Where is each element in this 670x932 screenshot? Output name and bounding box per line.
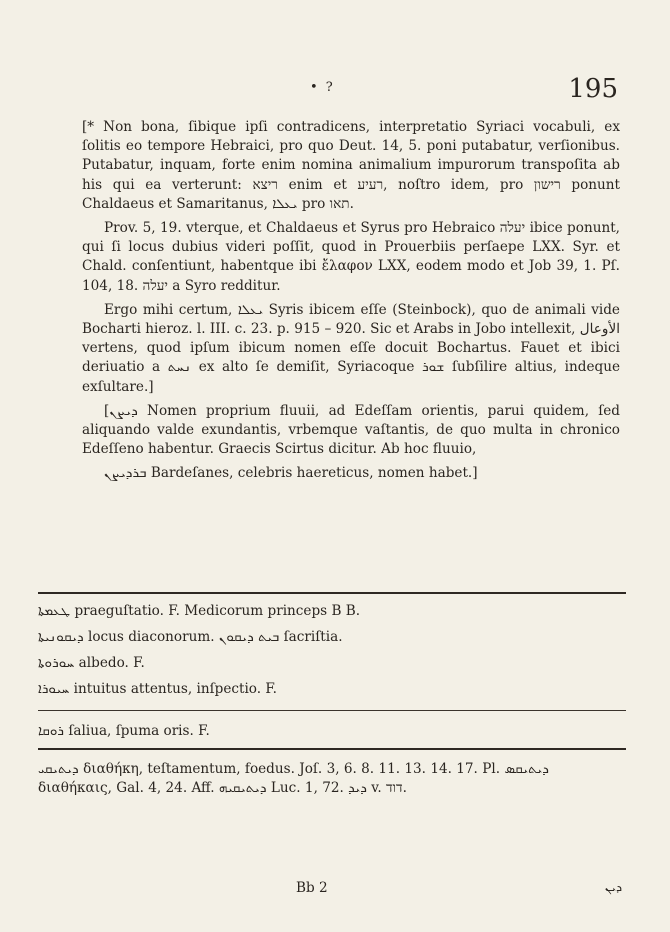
signature-mark: Bb 2: [296, 880, 328, 896]
header-marks: • ?: [310, 80, 335, 95]
main-text: [82, 118, 620, 489]
divider: [38, 592, 626, 594]
lexicon-entry: ܚܘܪܘܬܐ albedo. F.: [38, 655, 145, 671]
lexicon-entry: ܛܥܡܬܐ praeguſtatio. F. Medicorum princeps B B.: [38, 603, 361, 619]
divider: [38, 748, 626, 750]
paragraph: Prov. 5, 19. vterque, et Chaldaeus et Syrus pro Hebraico יעלה ibice ponunt, qui ſi locus dubius videri poſſit, quod in Prouerbiis perſaepe LXX. Syr. et Chald. conſentiunt, habentque ibi ἔλαφον LXX, eodem modo et Job 39, 1. Pſ. 104, 18. יעלה a Syro redditur.: [82, 220, 620, 294]
lexicon-entry: ܕܝܬܝܩܝ διαθήκη, teſtamentum, foedus. Joſ. 3, 6. 8. 11. 13. 14. 17. Pl. ܕܝܬܝܩܣ διαθήκαις, Gal. 4, 24. Aff. ܕܝܬܝܩܝܗ Luc. 1, 72. ܕܝܕ v. דוד.: [38, 761, 549, 796]
paragraph: Ergo mihi certum, ܝܥܠܐ Syris ibicem eſſe (Steinbock), quo de animali vide Bocharti hieroz. l. III. c. 23. p. 915 – 920. Sic et Arabs in Jobo intellexit, الأوعال vertens, quod ipſum ibicum nomen eſſe docuit Bochartus. Fauet et ibici deriuatio a ܢܚܬ ex alto ſe demiſit, Syriacoque ܫܘܪ ſubſilire altius, indeque exſultare.]: [82, 301, 621, 395]
page-number: 195: [568, 74, 618, 104]
paragraph: [ܕܝܨܢ Nomen proprium fluuii, ad Edeſſam orientis, parui quidem, ſed aliquando valde exundantis, vrbemque vaſtantis, de quo multa in chronico Edeſſeno habentur. Graecis Scirtus dicitur. Ab hoc fluuio,: [82, 402, 620, 458]
catchword: ܕܝܢ: [604, 880, 622, 894]
lexicon-entry: ܪܘܩܐ ſaliua, ſpuma oris. F.: [38, 723, 210, 739]
divider: [38, 710, 626, 711]
paragraph: [* Non bona, ſibique ipſi contradicens, interpretatio Syriaci vocabuli, ex ſolitis eo tempore Hebraici, pro quo Deut. 14, 5. poni putabatur, verſionibus. Putabatur, inquam, forte enim nomina animalium impurorum transpoſita ab his qui ea verterunt: ריצא enim et רעיע, noſtro idem, pro רישון ponunt Chaldaeus et Samaritanus, ܝܥܠܐ pro תאו.: [82, 119, 621, 212]
lexicon-entry: ܕܝܩܘܢܝܬܐ locus diaconorum. ܒܝܬ ܕܝܩܘܢ ſacriſtia.: [38, 629, 343, 645]
lexicon-entry: ܚܝܘܪܐ intuitus attentus, inſpectio. F.: [38, 681, 278, 697]
paragraph: ܒܪܕܝܨܢ Bardeſanes, celebris haereticus, nomen habet.]: [104, 465, 478, 482]
